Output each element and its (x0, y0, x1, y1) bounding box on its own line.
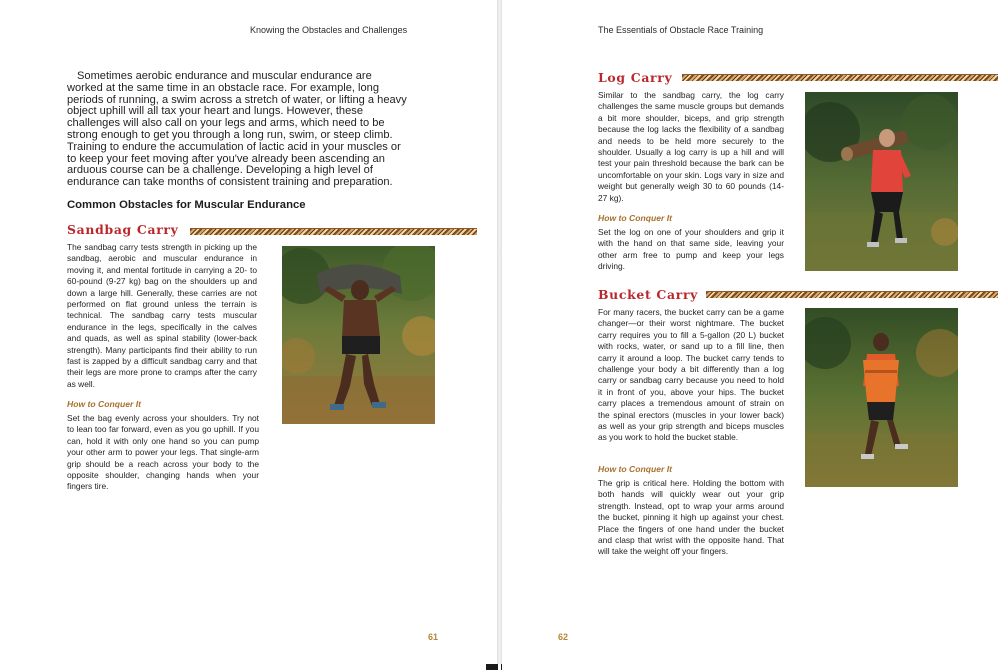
log-how-to-body: Set the log on one of your shoulders and grip it with the hand on that same side, leaving your other arm free to pump and keep your legs driving. (598, 227, 784, 272)
sandbag-carry-title: Sandbag Carry (67, 222, 179, 237)
log-carry-title: Log Carry (598, 70, 673, 85)
sandbag-body: The sandbag carry tests strength in picking up the sandbag, aerobic and muscular endurance in moving it, and mental fortitude in carrying a 20- to 60-pound (9-27 kg) bag on the shoulders up and down a large hill. Generally, these carries are not performed on flat ground unless the terrain is technical. The sandbag carry tests muscular endurance in the legs, specifically in the calves and quads, as well as spinal stability (lower-back strength). Many participants find their ability to run fast is zapped by a difficult sandbag carry and that their legs are more prone to cramps after the carry as well. (67, 242, 257, 389)
section-subhead: Common Obstacles for Muscular Endurance (67, 199, 306, 211)
bucket-how-to-heading: How to Conquer It (598, 464, 672, 474)
running-head: Knowing the Obstacles and Challenges (250, 25, 408, 35)
page-number: 62 (558, 632, 569, 642)
bucket-carry-title: Bucket Carry (598, 287, 699, 302)
title-divider-stripe (190, 228, 477, 235)
sandbag-carry-photo (282, 246, 435, 424)
sandbag-how-to-body: Set the bag evenly across your shoulders. Try not to lean too far forward, even as you go uphill. If you can, hold it with only one hand so you can pump your other arm to power your legs. That single-arm grip should be a reach across your body to the opposite shoulder, changing hands when your fingers tire. (67, 413, 259, 492)
log-body: Similar to the sandbag carry, the log carry challenges the same muscle groups but demands a bit more shoulder, biceps, and grip strength because the log lacks the flexibility of a sandbag and needs to be held more securely to the shoulder. Usually a log carry is up a hill and will test your pain threshold because the bark can be uncomfortable on your skin. Logs vary in size and weight but generally weigh 30 to 60 pounds (14-27 kg). (598, 90, 784, 203)
bucket-body: For many racers, the bucket carry can be a game changer—or their worst nightmare. The bucket carry requires you to fill a 5-gallon (20 L) bucket with rocks, water, or sand up to a fill line, then carry it around a loop. The bucket carry tends to challenge your body a bit differently than a log carry or sandbag carry because you need to hold it in front of you, above your hips. The bucket carry places a tremendous amount of strain on the spinal erectors (muscles in your lower back) as well as your grip strength and biceps muscles as you work to hold the bucket stable. (598, 307, 784, 443)
left-page (0, 0, 497, 670)
bucket-carry-photo (805, 308, 958, 487)
sandbag-how-to-heading: How to Conquer It (67, 399, 141, 409)
log-carry-photo (805, 92, 958, 271)
title-divider-stripe (682, 74, 998, 81)
page-number: 61 (428, 632, 439, 642)
title-divider-stripe (706, 291, 998, 298)
intro-paragraph: Sometimes aerobic endurance and muscular endurance are worked at the same time in an obstacle race. For example, long periods of running, a swim across a stretch of water, or lifting a heavy object uphill will all tax your heart and lungs. However, these challenges will also call on your legs and arms, which need to be strong enough to get you through a long run, swim, or steep climb. Training to endure the accumulation of lactic acid in your muscles or to keep your feet moving after you've already been ascending an arduous course can be a challenge. Developing a high level of endurance can take months of consistent training and preparation. (67, 70, 407, 189)
bucket-how-to-body: The grip is critical here. Holding the bottom with both hands will quickly wear out your grip strength. Instead, opt to wrap your arms around the bucket, pinning it high up against your chest. Place the fingers of one hand under the bucket and clasp that wrist with the opposite hand. That will take the weight off your fingers. (598, 478, 784, 557)
right-page (502, 0, 1000, 670)
running-head: The Essentials of Obstacle Race Training (598, 25, 764, 35)
log-how-to-heading: How to Conquer It (598, 213, 672, 223)
